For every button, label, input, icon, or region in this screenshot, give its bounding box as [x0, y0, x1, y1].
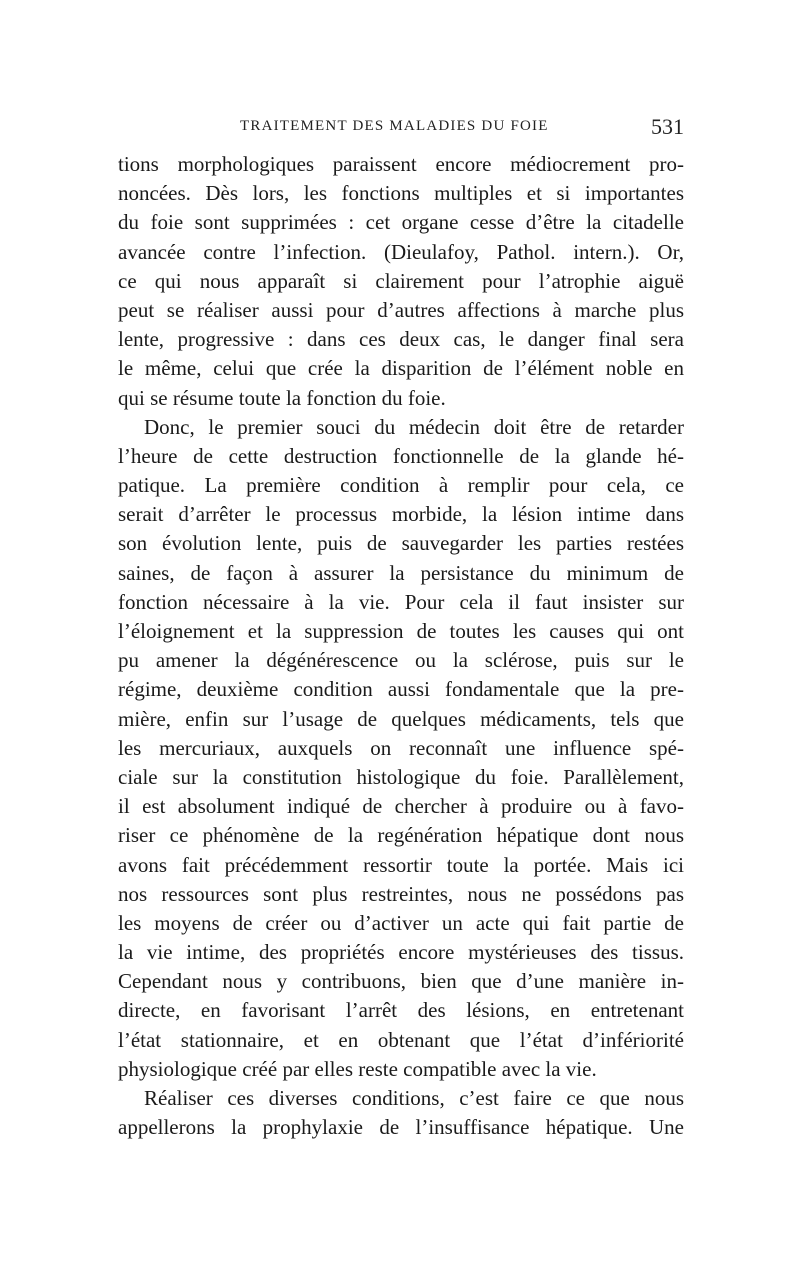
text-line: Cependant nous y contribuons, bien que d’une manière in-	[118, 969, 684, 994]
text-line: ce qui nous apparaît si clairement pour l’atrophie aiguë	[118, 268, 684, 293]
text-line: saines, de façon à assurer la persistance du minimum de	[118, 560, 684, 585]
text-line: il est absolument indiqué de chercher à produire ou à favo-	[118, 794, 684, 819]
text-line: noncées. Dès lors, les fonctions multiples et si importantes	[118, 181, 684, 206]
text-line: directe, en favorisant l’arrêt des lésions, en entretenant	[118, 998, 684, 1023]
text-line: avancée contre l’infection. (Dieulafoy, Pathol. intern.). Or,	[118, 239, 684, 264]
text-line: la vie intime, des propriétés encore mystérieuses des tissus.	[118, 940, 684, 965]
running-title: TRAITEMENT DES MALADIES DU FOIE	[240, 118, 549, 134]
text-line: peut se réaliser aussi pour d’autres affections à marche plus	[118, 297, 684, 322]
text-line: qui se résume toute la fonction du foie.	[118, 385, 446, 410]
text-line: riser ce phénomène de la regénération hépatique dont nous	[118, 823, 684, 848]
running-head	[118, 114, 684, 144]
text-line: du foie sont supprimées : cet organe cesse d’être la citadelle	[118, 210, 684, 235]
text-line: mière, enfin sur l’usage de quelques médicaments, tels que	[118, 706, 684, 731]
text-line: régime, deuxième condition aussi fondamentale que la pre-	[118, 677, 684, 702]
text-line: tions morphologiques paraissent encore médiocrement pro-	[118, 152, 684, 176]
text-line: l’éloignement et la suppression de toutes les causes qui ont	[118, 619, 684, 643]
text-line: fonction nécessaire à la vie. Pour cela il faut insister sur	[118, 589, 684, 614]
text-line: ciale sur la constitution histologique du foie. Parallèlement,	[118, 764, 684, 789]
paragraph-start-line: Réaliser ces diverses conditions, c’est faire ce que nous	[144, 1086, 684, 1110]
text-line: lente, progressive : dans ces deux cas, le danger final sera	[118, 327, 684, 352]
text-line: le même, celui que crée la disparition de l’élément noble en	[118, 356, 684, 381]
text-line: les mercuriaux, auxquels on reconnaît une influence spé-	[118, 735, 684, 760]
paragraph-start-line: Donc, le premier souci du médecin doit être de retarder	[144, 414, 684, 439]
text-line: pu amener la dégénérescence ou la sclérose, puis sur le	[118, 648, 684, 673]
page-number: 531	[651, 114, 684, 139]
text-line: nos ressources sont plus restreintes, nous ne possédons pas	[118, 881, 684, 906]
text-line: l’état stationnaire, et en obtenant que l’état d’infériorité	[118, 1027, 684, 1052]
text-line: patique. La première condition à remplir pour cela, ce	[118, 473, 684, 498]
text-line: les moyens de créer ou d’activer un acte qui fait partie de	[118, 910, 684, 935]
text-line: avons fait précédemment ressortir toute la portée. Mais ici	[118, 852, 684, 877]
text-line: physiologique créé par elles reste compatible avec la vie.	[118, 1056, 597, 1081]
text-line: son évolution lente, puis de sauvegarder les parties restées	[118, 531, 684, 556]
body-text	[118, 150, 684, 1142]
text-line: l’heure de cette destruction fonctionnelle de la glande hé-	[118, 443, 684, 468]
text-line: serait d’arrêter le processus morbide, la lésion intime dans	[118, 502, 684, 527]
text-line: appellerons la prophylaxie de l’insuffisance hépatique. Une	[118, 1115, 684, 1140]
